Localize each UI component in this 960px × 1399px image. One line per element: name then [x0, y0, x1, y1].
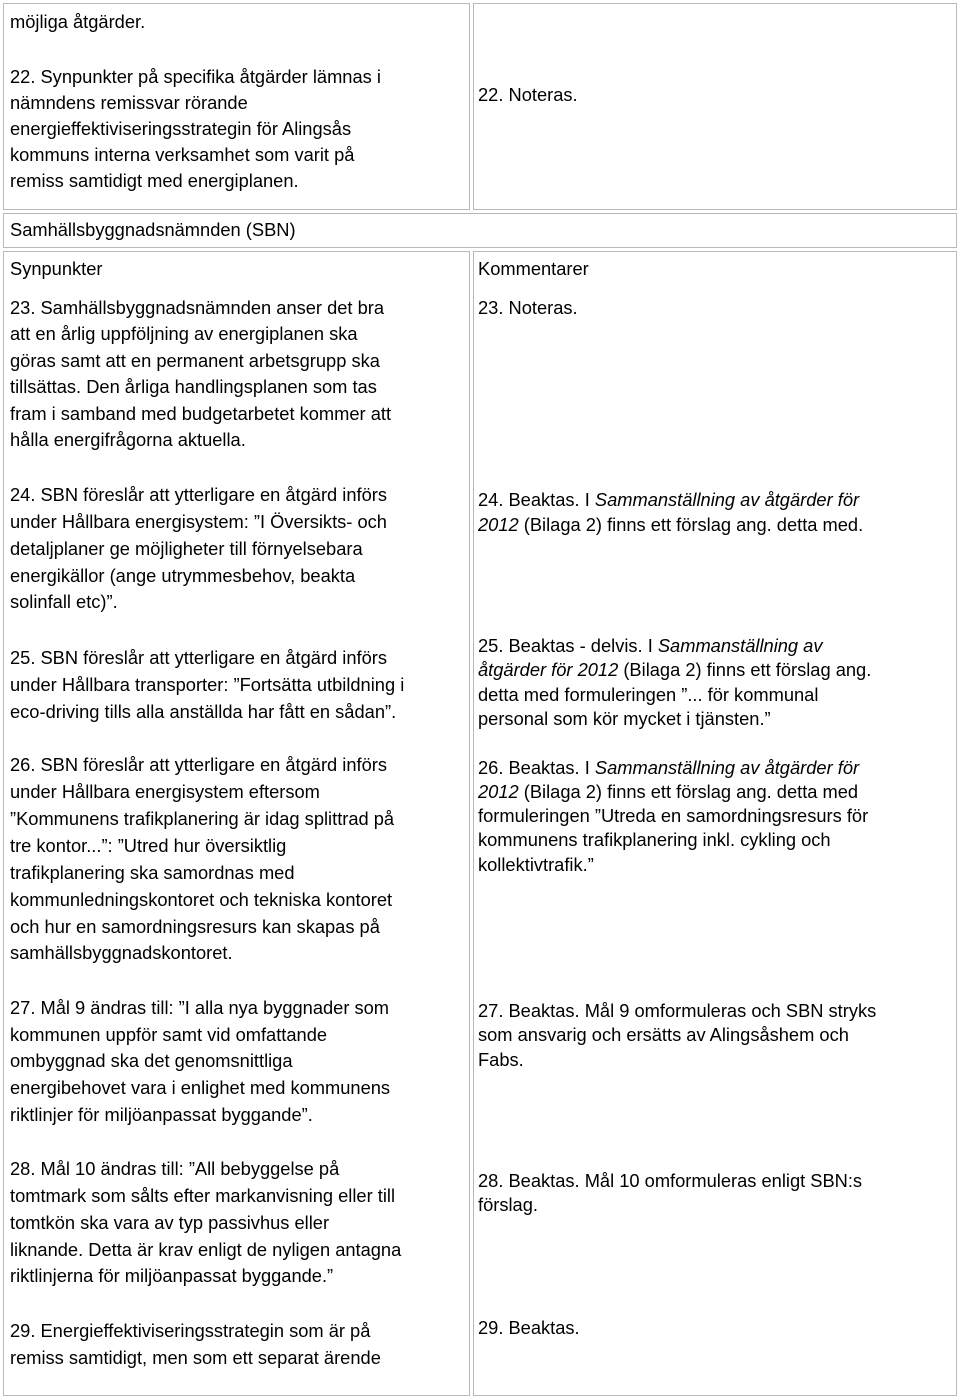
text-line: detaljplaner ge möjligheter till förnyelsebara [10, 538, 363, 559]
text-line: 23. Samhällsbyggnadsnämnden anser det bra [10, 297, 384, 318]
text-line: energieffektiviseringsstrategin för Alingsås [10, 118, 352, 139]
section-heading: Samhällsbyggnadsnämnden (SBN) [10, 219, 296, 240]
text-line: 25. SBN föreslår att ytterligare en åtgärd införs [10, 647, 387, 668]
text-line: 28. Mål 10 ändras till: ”All bebyggelse på [10, 1158, 340, 1179]
text-line: under Hållbara energisystem: ”I Översikts- och [10, 511, 387, 532]
text-line: liknande. Detta är krav enligt de nyligen antagna [10, 1239, 402, 1260]
text-line: solinfall etc)”. [10, 591, 118, 612]
text-line: 22. Synpunkter på specifika åtgärder lämnas i [10, 66, 381, 87]
text-line: Fabs. [478, 1049, 524, 1070]
text-line: och hur en samordningsresurs kan skapas på [10, 916, 380, 937]
text-line: 2012 (Bilaga 2) finns ett förslag ang. detta med [478, 781, 859, 802]
text-line: energibehovet vara i enlighet med kommunens [10, 1077, 391, 1098]
text-line: göras samt att en permanent arbetsgrupp ska [10, 350, 380, 371]
text-line: 26. Beaktas. I Sammanställning av åtgärder för [478, 757, 860, 778]
text-line: trafikplanering ska samordnas med [10, 862, 295, 883]
text-line: tre kontor...”: ”Utred hur översiktlig [10, 835, 287, 856]
text-line: eco-driving tills alla anställda har fått en sådan”. [10, 701, 397, 722]
text-line: 27. Mål 9 ändras till: ”I alla nya byggnader som [10, 997, 390, 1018]
text-line: 27. Beaktas. Mål 9 omformuleras och SBN stryks [478, 1000, 877, 1021]
text-line: förslag. [478, 1194, 538, 1215]
text-line: remiss samtidigt med energiplanen. [10, 170, 299, 191]
text-line: remiss samtidigt, men som ett separat ärende [10, 1347, 381, 1368]
text-line: kommunen uppför samt vid omfattande [10, 1024, 328, 1045]
text-line: 25. Beaktas - delvis. I Sammanställning av [478, 635, 823, 656]
text-line: möjliga åtgärder. [10, 11, 146, 32]
column-header-synpunkter: Synpunkter [10, 258, 103, 279]
text-line: ombyggnad ska det genomsnittliga [10, 1050, 293, 1071]
text-line: som ansvarig och ersätts av Alingsåshem och [478, 1024, 849, 1045]
text-line: under Hållbara energisystem eftersom [10, 781, 320, 802]
text-line: riktlinjer för miljöanpassat byggande”. [10, 1104, 313, 1125]
text-line: kommunens trafikplanering inkl. cykling och [478, 829, 831, 850]
text-line: formuleringen ”Utreda en samordningsresurs för [478, 805, 869, 826]
text-line: 29. Energieffektiviseringsstrategin som är på [10, 1320, 371, 1341]
text-line: 24. SBN föreslår att ytterligare en åtgärd införs [10, 484, 387, 505]
column-header-kommentarer: Kommentarer [478, 258, 589, 279]
text-line: kollektivtrafik.” [478, 854, 594, 875]
text-line: 2012 (Bilaga 2) finns ett förslag ang. detta med. [478, 514, 864, 535]
text-line: detta med formuleringen ”... för kommunal [478, 684, 819, 705]
text-line: att en årlig uppföljning av energiplanen ska [10, 323, 358, 344]
text-line: fram i samband med budgetarbetet kommer att [10, 403, 392, 424]
text-line: kommunledningskontoret och tekniska kontoret [10, 889, 393, 910]
text-line: åtgärder för 2012 (Bilaga 2) finns ett förslag ang. [478, 659, 872, 680]
text-line: hålla energifrågorna aktuella. [10, 429, 246, 450]
text-line: riktlinjerna för miljöanpassat byggande.” [10, 1265, 334, 1286]
text-line: 24. Beaktas. I Sammanställning av åtgärder för [478, 489, 860, 510]
text-line: kommuns interna verksamhet som varit på [10, 144, 355, 165]
text-line: tillsättas. Den årliga handlingsplanen som tas [10, 376, 377, 397]
text-line: ”Kommunens trafikplanering är idag splittrad på [10, 808, 395, 829]
text-line: 28. Beaktas. Mål 10 omformuleras enligt SBN:s [478, 1170, 863, 1191]
top-right-comment: 22. Noteras. [478, 84, 578, 105]
text-line: under Hållbara transporter: ”Fortsätta utbildning i [10, 674, 405, 695]
text-line: tomtkön ska vara av typ passivhus eller [10, 1212, 330, 1233]
kommentar-23: 23. Noteras. [478, 297, 578, 318]
text-line: samhällsbyggnadskontoret. [10, 942, 233, 963]
text-line: personal som kör mycket i tjänsten.” [478, 708, 771, 729]
text-line: nämndens remissvar rörande [10, 92, 248, 113]
kommentar-29: 29. Beaktas. [478, 1317, 580, 1338]
text-line: tomtmark som sålts efter markanvisning eller till [10, 1185, 396, 1206]
text-line: energikällor (ange utrymmesbehov, beakta [10, 565, 356, 586]
text-line: 26. SBN föreslår att ytterligare en åtgärd införs [10, 754, 387, 775]
